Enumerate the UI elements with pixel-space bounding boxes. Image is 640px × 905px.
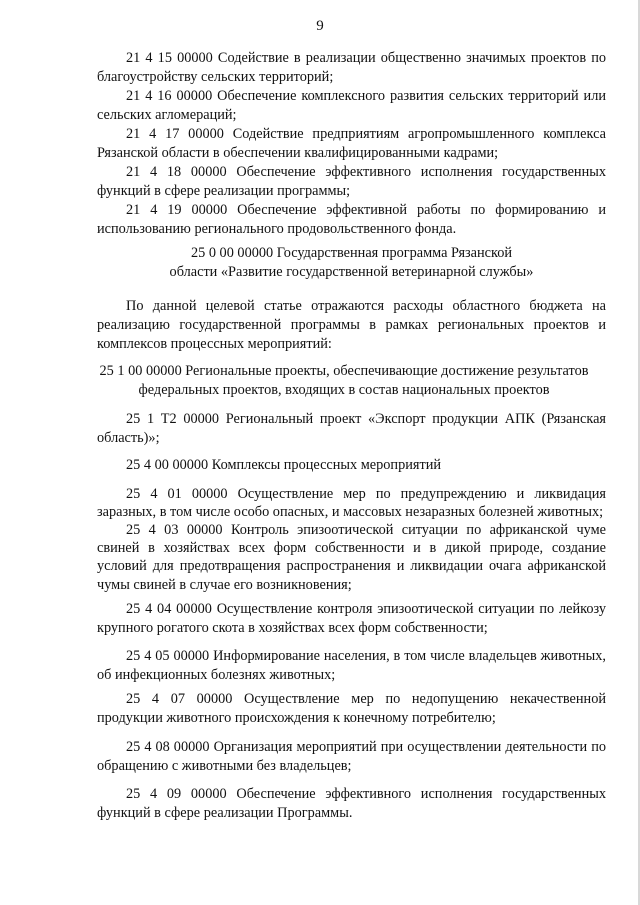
paragraph-21-4-15: 21 4 15 00000 Содействие в реализации общественно значимых проектов по благоустройству сельских территорий;	[97, 50, 606, 85]
measure-25-4-04: 25 4 04 00000 Осуществление контроля эпизоотической ситуации по лейкозу крупного рогатого скота в хозяйствах всех форм собственности;	[97, 601, 606, 636]
measure-25-4-03: 25 4 03 00000 Контроль эпизоотической ситуации по африканской чуме свиней в хозяйствах всех форм собственности и в дикой природе, создание условий для предотвращения распространения и ликвидации очага африканской чумы свиней в случае его возникновения;	[97, 522, 606, 593]
paragraph-21-4-17: 21 4 17 00000 Содействие предприятиям агропромышленного комплекса Рязанской области в обеспечении квалифицированными кадрами;	[97, 126, 606, 161]
measure-25-4-05: 25 4 05 00000 Информирование населения, в том числе владельцев животных, об инфекционных болезнях животных;	[97, 648, 606, 683]
paragraph-21-4-18: 21 4 18 00000 Обеспечение эффективного исполнения государственных функций в сфере реализации программы;	[97, 164, 606, 199]
measure-25-4-09: 25 4 09 00000 Обеспечение эффективного исполнения государственных функций в сфере реализации Программы.	[97, 786, 606, 821]
measure-25-4-01: 25 4 01 00000 Осуществление мер по предупреждению и ликвидация заразных, в том числе особо опасных, и массовых незаразных болезней животных;	[97, 486, 606, 521]
export-project-paragraph: 25 1 Т2 00000 Региональный проект «Экспорт продукции АПК (Рязанская область)»;	[97, 411, 606, 446]
measure-25-4-07: 25 4 07 00000 Осуществление мер по недопущению некачественной продукции животного происхождения к конечному потребителю;	[97, 691, 606, 726]
page-number: 9	[316, 18, 324, 34]
program-heading	[97, 244, 606, 282]
intro-paragraph: По данной целевой статье отражаются расходы областного бюджета на реализацию государственной программы в рамках региональных проектов и комплексов процессных мероприятий:	[97, 298, 606, 352]
paragraph-21-4-16: 21 4 16 00000 Обеспечение комплексного развития сельских территорий или сельских агломераций;	[97, 88, 606, 123]
regional-projects-heading	[82, 362, 606, 400]
program-heading-line2: области «Развитие государственной ветеринарной службы»	[169, 264, 534, 280]
complexes-heading: 25 4 00 00000 Комплексы процессных мероприятий	[126, 457, 442, 473]
program-heading-line1: 25 0 00 00000 Государственная программа Рязанской	[190, 245, 513, 261]
regional-heading-line1: 25 1 00 00000 Региональные проекты, обеспечивающие достижение результатов	[99, 363, 589, 379]
paragraph-21-4-19: 21 4 19 00000 Обеспечение эффективной работы по формированию и использованию регионального продовольственного фонда.	[97, 202, 606, 237]
regional-heading-line2: федеральных проектов, входящих в состав национальных проектов	[138, 382, 550, 398]
measure-25-4-08: 25 4 08 00000 Организация мероприятий при осуществлении деятельности по обращению с животными без владельцев;	[97, 739, 606, 774]
